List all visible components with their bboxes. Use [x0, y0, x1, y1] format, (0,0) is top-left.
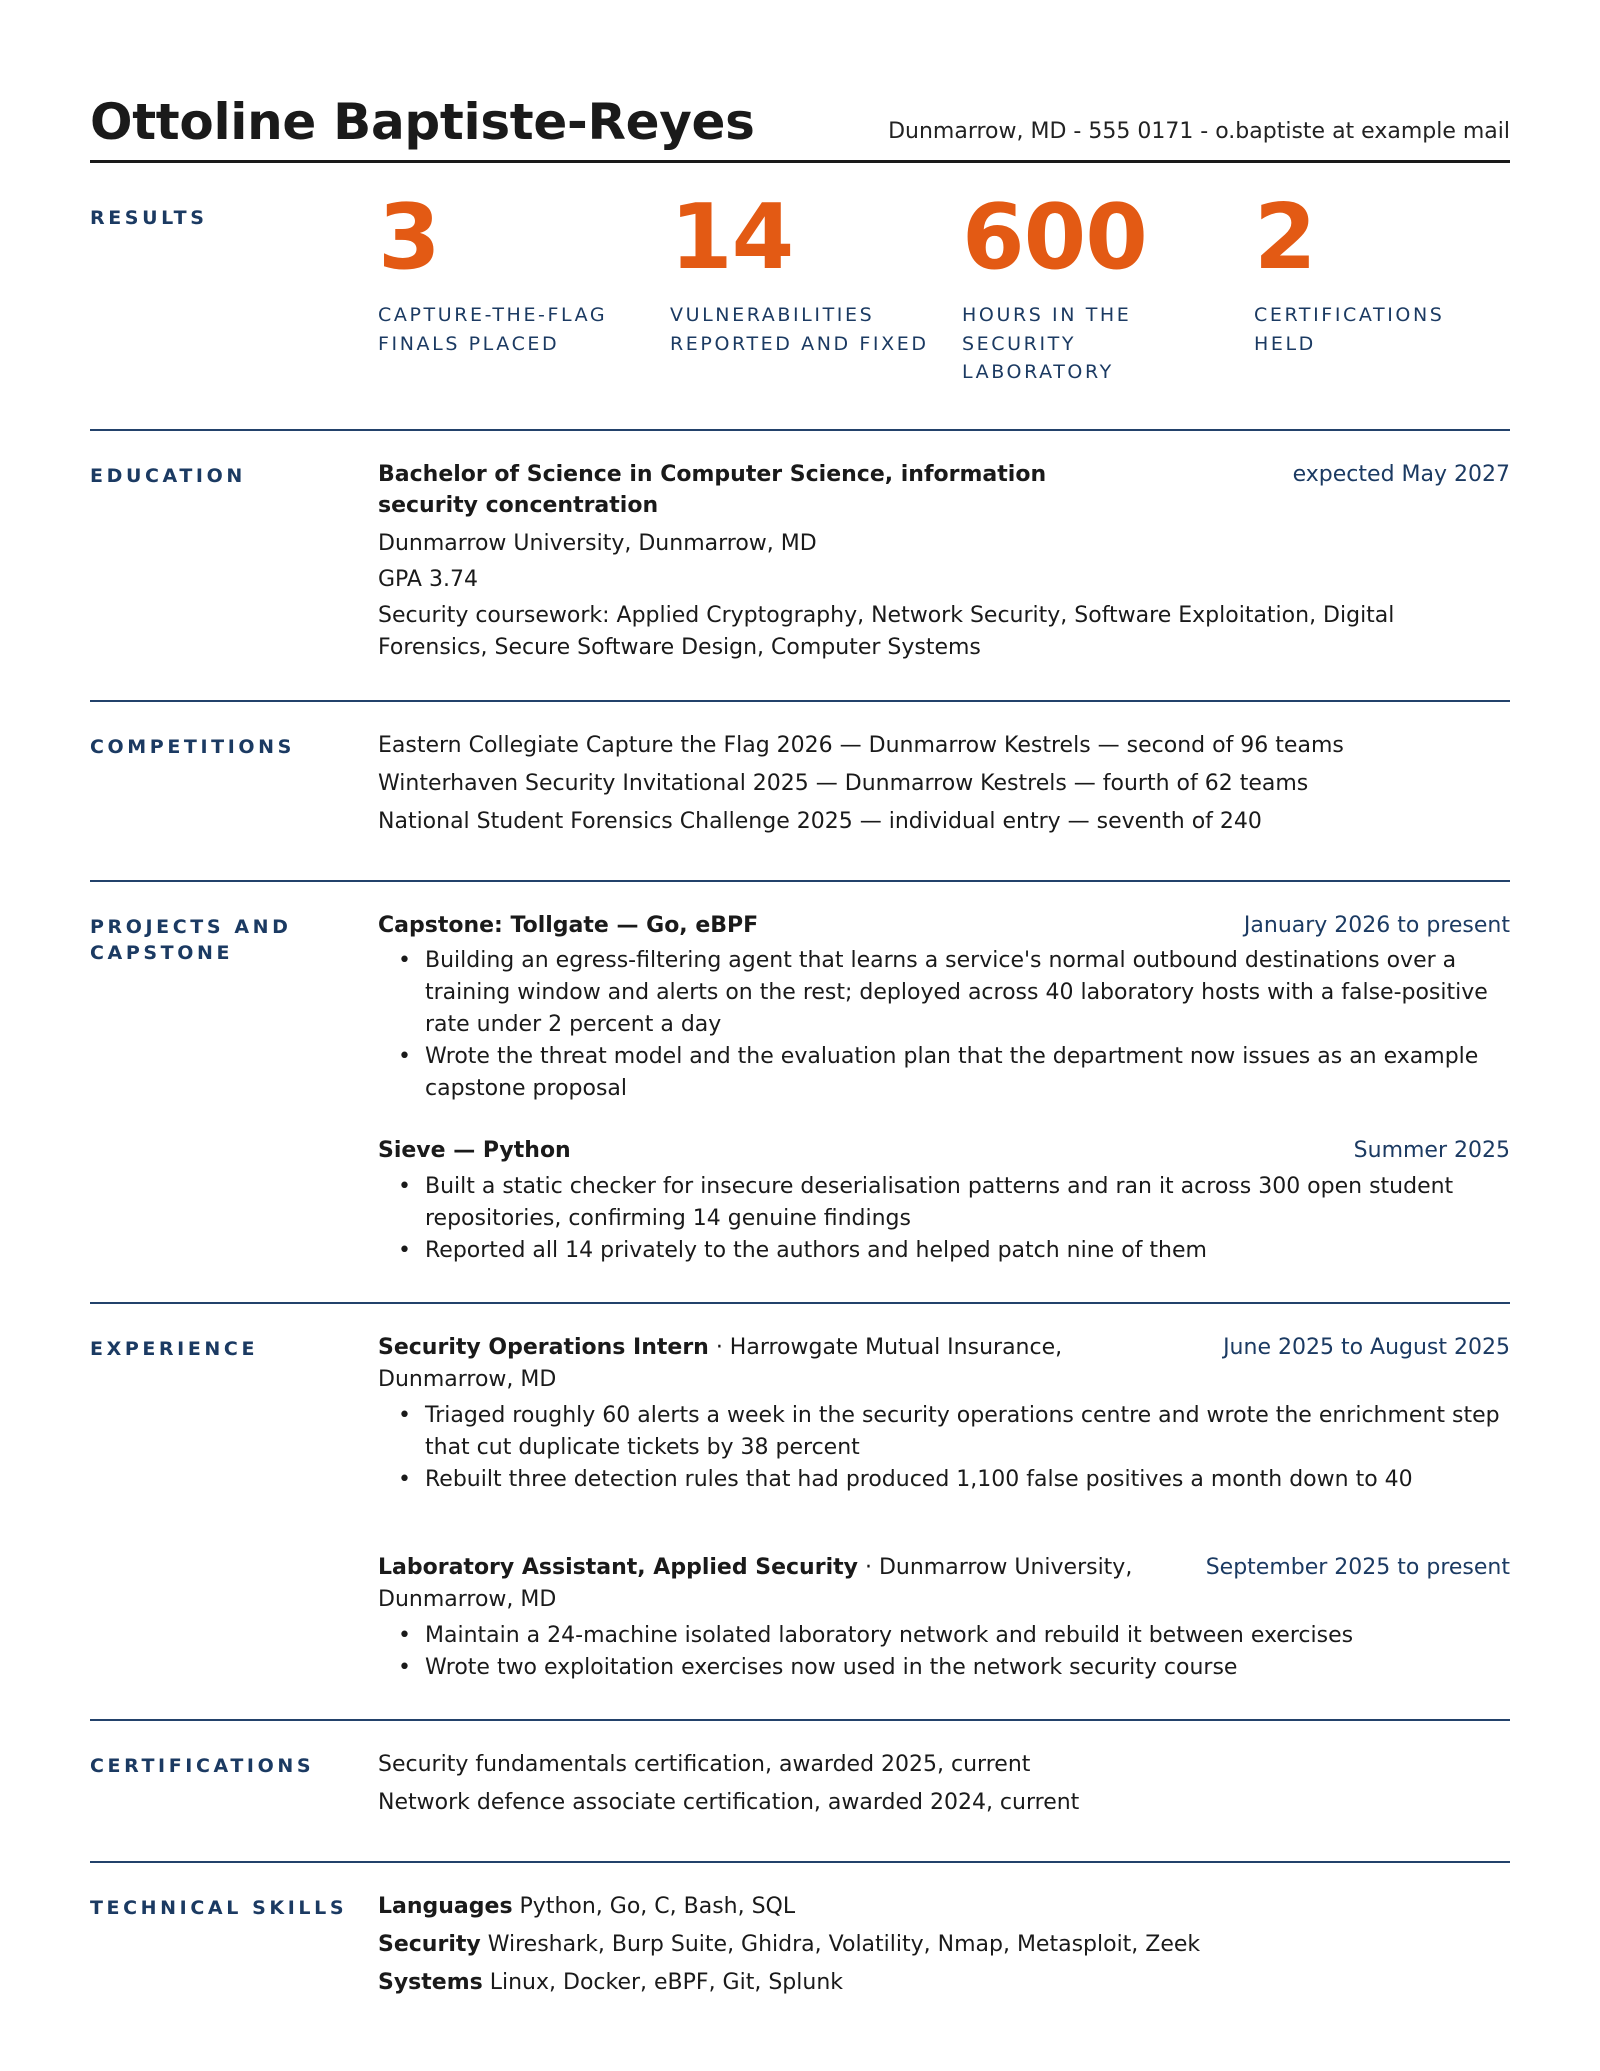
skills-section	[90, 1863, 1510, 2041]
role-title: Laboratory Assistant, Applied Security	[378, 1554, 858, 1580]
project-date: Summer 2025	[1353, 1137, 1510, 1163]
metric-item	[1254, 185, 1546, 387]
metric-label: CERTIFICATIONS HELD	[1254, 304, 1445, 355]
gpa-line: GPA 3.74	[378, 567, 478, 593]
section-label-skills: TECHNICAL SKILLS	[90, 1897, 348, 1920]
school-line: Dunmarrow University, Dunmarrow, MD	[378, 531, 817, 557]
project-title: Sieve — Python	[378, 1137, 571, 1163]
projects-section	[90, 882, 1510, 1305]
role-date: June 2025 to August 2025	[1223, 1335, 1510, 1361]
project-title: Capstone: Tollgate — Go, eBPF	[378, 912, 759, 938]
certification-item: Security fundamentals certification, awarded 2025, current	[378, 1752, 1031, 1778]
metric-value: 600	[962, 185, 1147, 290]
metric-label: VULNERABILITIES REPORTED AND FIXED	[670, 304, 929, 355]
experience-block	[378, 1552, 1510, 1684]
project-bullet: • Building an egress-filtering agent that learns a service's normal outbound destinations over a training window and alerts on the rest; deployed across 40 laboratory hosts with a false-positive rate under 2 percent a day	[398, 945, 1510, 1041]
education-date: expected May 2027	[1292, 461, 1510, 487]
competition-item: Winterhaven Security Invitational 2025 — Dunmarrow Kestrels — fourth of 62 teams	[378, 770, 1309, 796]
skill-category: Languages	[378, 1894, 513, 1920]
certifications-section	[90, 1721, 1510, 1863]
resume-header	[90, 95, 1510, 163]
role-date: September 2025 to present	[1205, 1554, 1510, 1580]
competitions-section	[90, 702, 1510, 882]
skill-line	[378, 1967, 1510, 1999]
section-label-projects: PROJECTS AND CAPSTONE	[90, 915, 292, 965]
project-bullet: • Wrote the threat model and the evaluation plan that the department now issues as an example capstone proposal	[398, 1041, 1510, 1105]
competition-item: National Student Forensics Challenge 2025 — individual entry — seventh of 240	[378, 808, 1262, 834]
metric-item	[670, 185, 962, 387]
experience-bullet: • Triaged roughly 60 alerts a week in the security operations centre and wrote the enrichment step that cut duplicate tickets by 38 percent	[398, 1400, 1510, 1464]
role-line	[378, 1552, 1158, 1616]
metrics-row	[378, 185, 1546, 387]
metric-value: 14	[670, 185, 794, 290]
role-organisation: · Harrowgate Mutual Insurance, Dunmarrow, MD	[378, 1335, 1063, 1393]
candidate-name: Ottoline Baptiste-Reyes	[90, 93, 755, 151]
skill-category: Security	[378, 1932, 481, 1958]
section-label-education: EDUCATION	[90, 464, 246, 487]
metric-value: 2	[1254, 185, 1316, 290]
project-bullet: • Reported all 14 privately to the authors and helped patch nine of them	[398, 1235, 1510, 1267]
metric-value: 3	[378, 185, 440, 290]
section-label-competitions: COMPETITIONS	[90, 735, 295, 758]
experience-bullet: • Rebuilt three detection rules that had produced 1,100 false positives a month down to 40	[398, 1464, 1510, 1496]
skill-category: Systems	[378, 1970, 483, 1995]
skill-line	[378, 1929, 1510, 1961]
competition-item: Eastern Collegiate Capture the Flag 2026 — Dunmarrow Kestrels — second of 96 teams	[378, 732, 1344, 758]
skill-values: Wireshark, Burp Suite, Ghidra, Volatility, Nmap, Metasploit, Zeek	[480, 1932, 1201, 1958]
project-block	[378, 1135, 1510, 1267]
education-section	[90, 431, 1510, 702]
skill-values: Python, Go, C, Bash, SQL	[512, 1894, 796, 1920]
project-block	[378, 910, 1510, 1105]
skill-values: Linux, Docker, eBPF, Git, Splunk	[482, 1970, 843, 1995]
experience-section	[90, 1304, 1510, 1721]
metric-item	[378, 185, 670, 387]
metric-label: HOURS IN THE SECURITY LABORATORY	[962, 304, 1132, 383]
metric-item	[962, 185, 1254, 387]
section-label-certifications: CERTIFICATIONS	[90, 1755, 315, 1778]
project-date: January 2026 to present	[1243, 912, 1510, 938]
experience-block	[378, 1332, 1510, 1495]
contact-line: Dunmarrow, MD - 555 0171 - o.baptiste at example mail	[888, 119, 1510, 144]
role-title: Security Operations Intern	[378, 1335, 709, 1361]
degree-title: Bachelor of Science in Computer Science, information security concentration	[378, 461, 1047, 519]
metric-label: CAPTURE-THE-FLAG FINALS PLACED	[378, 304, 608, 355]
role-organisation: · Dunmarrow University, Dunmarrow, MD	[378, 1554, 1133, 1612]
project-bullet: • Built a static checker for insecure deserialisation patterns and ran it across 300 open student repositories, confirming 14 genuine findings	[398, 1171, 1510, 1235]
coursework-line: Security coursework: Applied Cryptography, Network Security, Software Exploitation, Digital Forensics, Secure Software Design, Computer Systems	[378, 603, 1395, 660]
certification-item: Network defence associate certification, awarded 2024, current	[378, 1790, 1080, 1816]
results-section	[90, 163, 1510, 431]
experience-bullet: • Maintain a 24-machine isolated laboratory network and rebuild it between exercises	[398, 1620, 1510, 1652]
section-label-results: RESULTS	[90, 207, 208, 229]
skill-line	[378, 1891, 1510, 1923]
experience-bullet: • Wrote two exploitation exercises now used in the network security course	[398, 1652, 1510, 1684]
section-label-experience: EXPERIENCE	[90, 1338, 259, 1361]
role-line	[378, 1332, 1158, 1396]
